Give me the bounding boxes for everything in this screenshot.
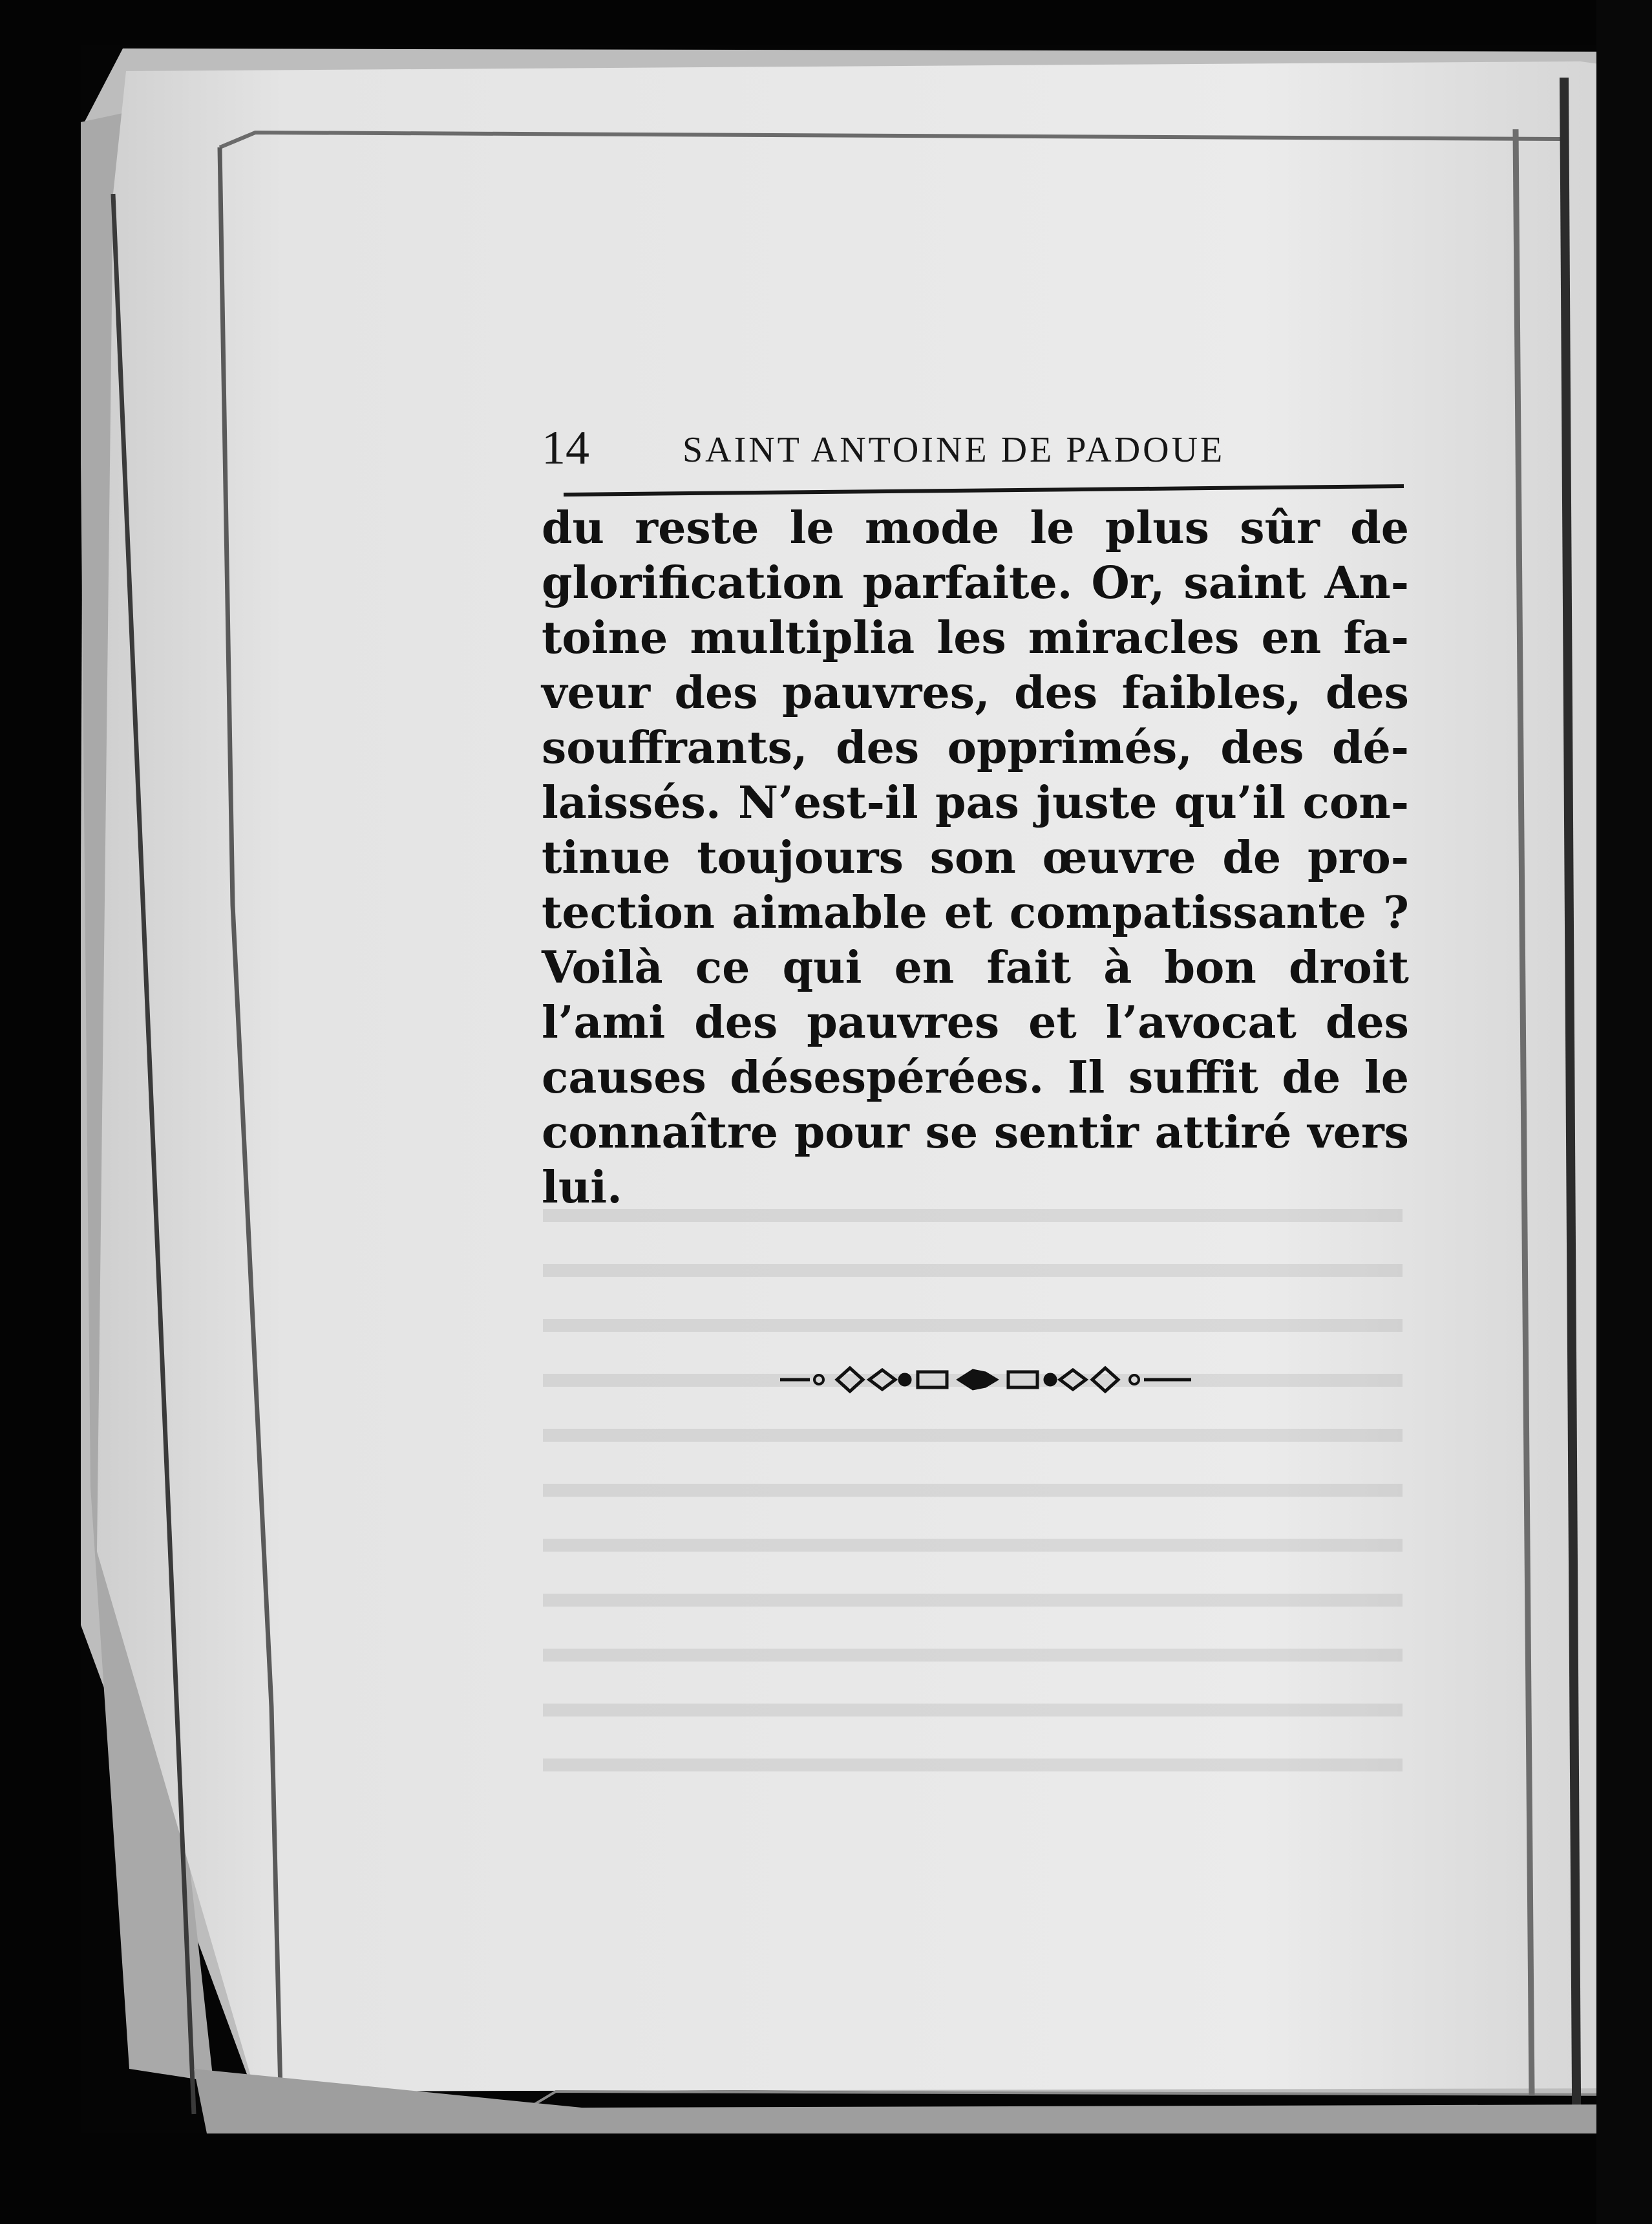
body-paragraph <box>542 501 1409 1215</box>
word: vers <box>1308 1107 1409 1159</box>
text-line <box>542 666 1409 721</box>
page-header <box>542 419 1408 477</box>
word: des <box>1014 667 1098 719</box>
word: l’avocat <box>1105 997 1297 1049</box>
word: Il <box>1067 1052 1105 1104</box>
word: opprimés, <box>947 722 1192 774</box>
word: tinue <box>542 832 671 884</box>
word: ce <box>695 942 750 994</box>
word: causes <box>542 1052 706 1104</box>
word: l’ami <box>542 997 666 1049</box>
word: souffrants, <box>542 722 808 774</box>
word: le <box>789 502 834 554</box>
text-line <box>542 721 1409 776</box>
decorative-ornament <box>779 1354 1192 1406</box>
top-border <box>0 0 1652 45</box>
word: tection <box>542 887 715 939</box>
word: pro- <box>1308 832 1409 884</box>
word: toujours <box>697 832 904 884</box>
word: pauvres <box>807 997 1000 1049</box>
text-line <box>542 1106 1409 1160</box>
text-line <box>542 831 1409 886</box>
text-line <box>542 776 1409 831</box>
word: des <box>1325 997 1409 1049</box>
word: aimable <box>732 887 927 939</box>
word: An- <box>1324 557 1409 609</box>
word: qu’il <box>1174 777 1286 829</box>
word: Voilà <box>542 942 663 994</box>
word: le <box>1030 502 1075 554</box>
text-line <box>542 941 1409 996</box>
word: se <box>925 1107 979 1159</box>
word: fait <box>986 942 1072 994</box>
text-line <box>542 1160 1409 1215</box>
word: des <box>674 667 758 719</box>
word: son <box>929 832 1016 884</box>
word: des <box>1325 667 1409 719</box>
word: sûr <box>1240 502 1320 554</box>
word: de <box>1222 832 1282 884</box>
word: saint <box>1183 557 1306 609</box>
word: ? <box>1383 887 1409 939</box>
word: en <box>894 942 955 994</box>
word: qui <box>782 942 862 994</box>
word: connaître <box>542 1107 779 1159</box>
word: sentir <box>993 1107 1139 1159</box>
left-border <box>0 0 81 2224</box>
word: glorification <box>542 557 844 609</box>
word: juste <box>1036 777 1158 829</box>
word: des <box>694 997 778 1049</box>
word: de <box>1282 1052 1341 1104</box>
word: laissés. <box>542 777 721 829</box>
word: le <box>1364 1052 1409 1104</box>
word: attiré <box>1154 1107 1292 1159</box>
word: et <box>944 887 993 939</box>
page-number: 14 <box>542 422 589 475</box>
word: veur <box>542 667 651 719</box>
word: suffit <box>1128 1052 1258 1104</box>
word: N’est-il <box>737 777 918 829</box>
word: de <box>1350 502 1409 554</box>
text-line <box>542 1051 1409 1106</box>
word: désespérées. <box>730 1052 1044 1104</box>
word: miracles <box>1028 612 1240 664</box>
word: toine <box>542 612 668 664</box>
bottom-border <box>0 2133 1652 2224</box>
word: parfaite. <box>862 557 1073 609</box>
text-line <box>542 996 1409 1051</box>
word: fa- <box>1343 612 1409 664</box>
word: multiplia <box>690 612 915 664</box>
word: mode <box>865 502 1000 554</box>
word: pas <box>935 777 1019 829</box>
word: à <box>1103 942 1132 994</box>
word: plus <box>1105 502 1209 554</box>
word: lui. <box>542 1162 622 1214</box>
word: faibles, <box>1121 667 1302 719</box>
text-line <box>542 501 1409 556</box>
text-line <box>542 611 1409 666</box>
word: con- <box>1302 777 1409 829</box>
word: dé- <box>1331 722 1409 774</box>
word: bon <box>1164 942 1256 994</box>
right-border <box>1596 0 1652 2224</box>
word: des <box>836 722 920 774</box>
word: du <box>542 502 604 554</box>
word: compatissante <box>1009 887 1366 939</box>
word: pauvres, <box>782 667 990 719</box>
word: en <box>1261 612 1322 664</box>
word: et <box>1028 997 1077 1049</box>
text-line <box>542 556 1409 611</box>
word: Or, <box>1091 557 1165 609</box>
word: droit <box>1288 942 1409 994</box>
text-line <box>542 886 1409 941</box>
word: œuvre <box>1042 832 1196 884</box>
word: les <box>937 612 1006 664</box>
running-title: SAINT ANTOINE DE PADOUE <box>683 430 1225 470</box>
word: reste <box>635 502 759 554</box>
word: pour <box>794 1107 909 1159</box>
word: des <box>1220 722 1304 774</box>
